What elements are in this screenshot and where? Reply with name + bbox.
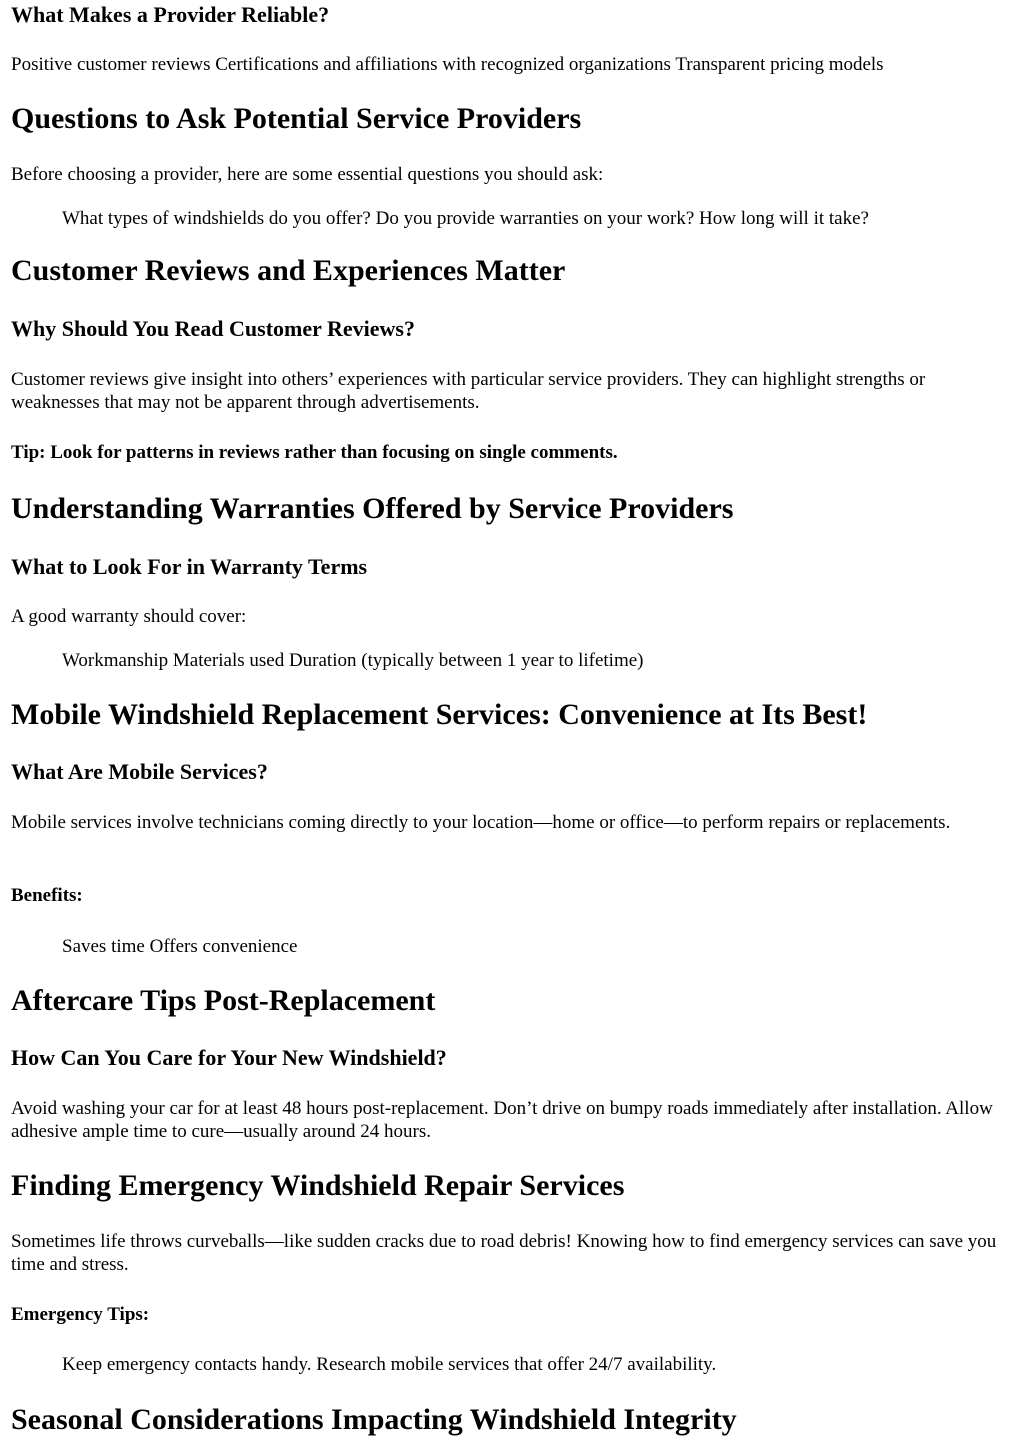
heading-reviews: Customer Reviews and Experiences Matter: [11, 254, 566, 287]
heading-seasonal: Seasonal Considerations Impacting Windshield Integrity: [11, 1403, 737, 1436]
aftercare-text: Avoid washing your car for at least 48 hours post-replacement. Don’t drive on bumpy roads immediately after installation. Allow adhesive ample time to cure—usually around 24 hours.: [11, 1098, 993, 1142]
benefits-list: Saves time Offers convenience: [62, 936, 298, 957]
heading-aftercare: Aftercare Tips Post-Replacement: [11, 984, 436, 1017]
benefits-label: Benefits:: [11, 885, 83, 906]
heading-questions: Questions to Ask Potential Service Providers: [11, 102, 582, 135]
heading-warranties: Understanding Warranties Offered by Service Providers: [11, 492, 734, 525]
subheading-aftercare: How Can You Care for Your New Windshield?: [11, 1045, 447, 1070]
mobile-text: Mobile services involve technicians coming directly to your location—home or office—to perform repairs or replacements.: [11, 812, 951, 833]
subheading-warranties: What to Look For in Warranty Terms: [11, 554, 368, 579]
heading-mobile: Mobile Windshield Replacement Services: Convenience at Its Best!: [11, 698, 868, 731]
emergency-text: Sometimes life throws curveballs—like sudden cracks due to road debris! Knowing how to find emergency services can save you time and stress.: [11, 1231, 997, 1275]
warranties-intro: A good warranty should cover:: [11, 606, 247, 627]
provider-reliable-text: Positive customer reviews Certifications and affiliations with recognized organizations Transparent pricing models: [11, 54, 884, 75]
subheading-mobile: What Are Mobile Services?: [11, 759, 268, 784]
warranties-list: Workmanship Materials used Duration (typically between 1 year to lifetime): [62, 650, 644, 671]
heading-emergency: Finding Emergency Windshield Repair Services: [11, 1169, 625, 1202]
reviews-text: Customer reviews give insight into others’ experiences with particular service providers. They can highlight strengths or weaknesses that may not be apparent through advertisements.: [11, 369, 926, 413]
questions-list: What types of windshields do you offer? Do you provide warranties on your work? How long will it take?: [62, 208, 869, 229]
questions-intro: Before choosing a provider, here are some essential questions you should ask:: [11, 164, 604, 185]
heading-provider-reliable: What Makes a Provider Reliable?: [11, 2, 330, 27]
emergency-tips-label: Emergency Tips:: [11, 1304, 150, 1325]
reviews-tip: Tip: Look for patterns in reviews rather than focusing on single comments.: [11, 442, 618, 463]
emergency-tips-list: Keep emergency contacts handy. Research mobile services that offer 24/7 availability.: [62, 1354, 717, 1375]
subheading-reviews: Why Should You Read Customer Reviews?: [11, 316, 415, 341]
